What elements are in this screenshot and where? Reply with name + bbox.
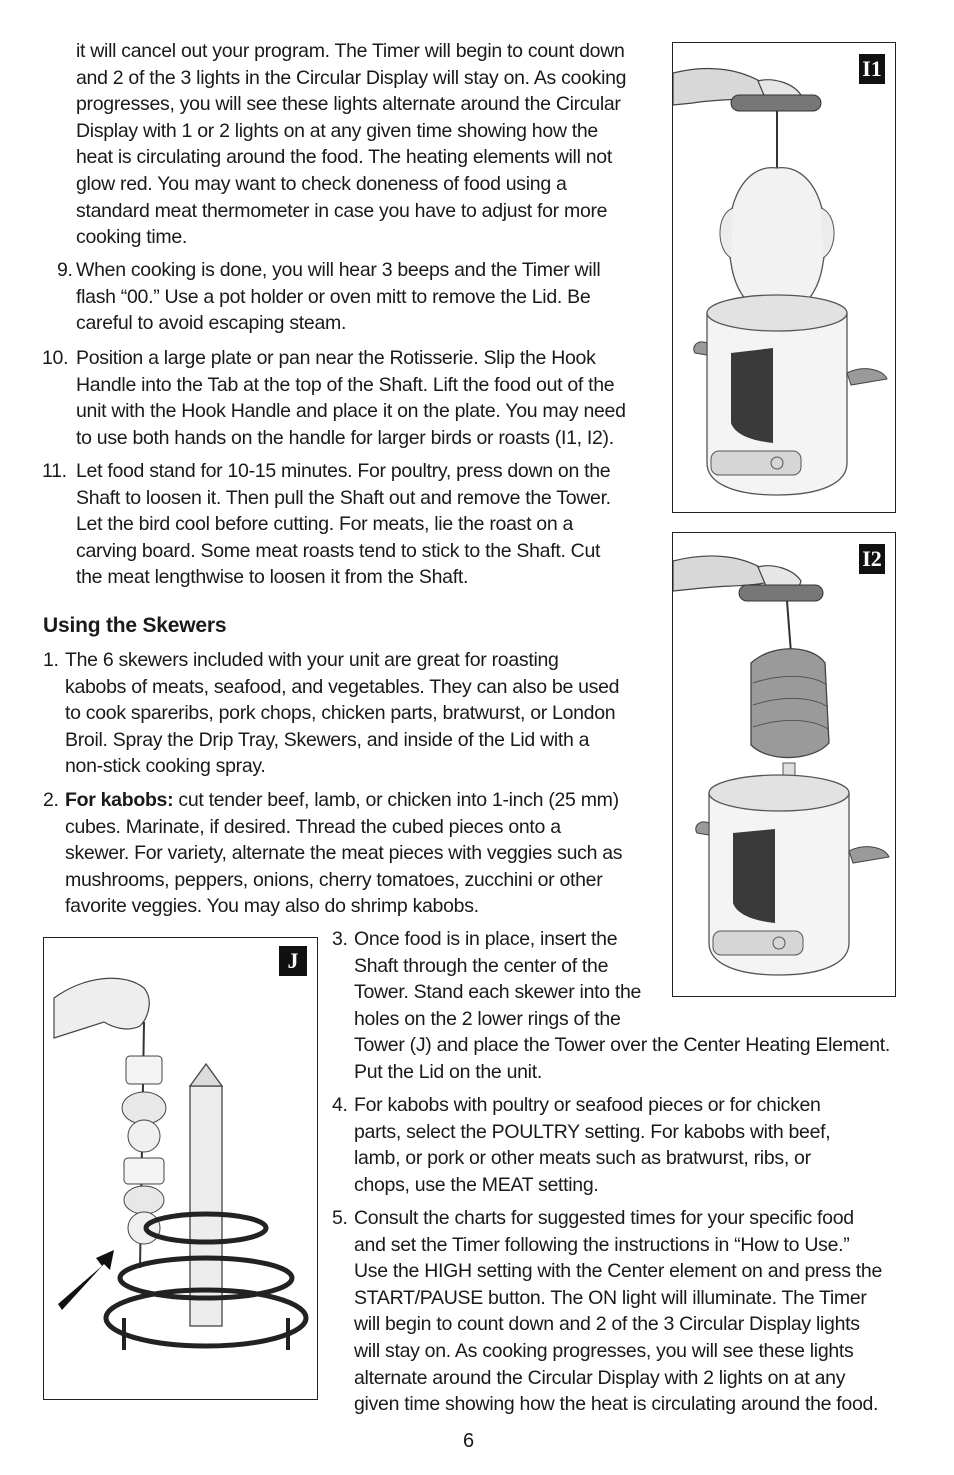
rotisserie-chicken-illustration — [673, 43, 897, 514]
step-number: 4. — [332, 1094, 348, 1116]
step-number: 5. — [332, 1207, 348, 1229]
step-text: Position a large plate or pan near the Rotisserie. Slip the Hook Handle into the Tab at the top of the Shaft. Lift the food out of the unit with the Hook Handle and place it on the plate. You may need to use both hands on the handle for larger birds or roasts (I1, I2). — [76, 347, 626, 449]
step-number: 1. — [43, 649, 59, 671]
kabobs-text: cut tender beef, lamb, or chicken into 1-inch (25 mm) cubes. Marinate, if desired. Thread the cubed pieces onto a skewer. For variety, alternate the meat pieces with veggies such as mushrooms, peppers, onions, cherry tomatoes, zucchini or other favorite veggies. You may also do shrimp kabobs. — [65, 789, 623, 918]
step-number: 2. — [43, 789, 59, 811]
continuation-paragraph: it will cancel out your program. The Timer will begin to count down and 2 of the 3 lights in the Circular Display will stay on. As cooking progresses, you will see these lights alternate around the Circular Display with 1 or 2 lights on at any given time showing how the heat is circulating around the food. The heating elements will not glow red. You may want to check doneness of food using a standard meat thermometer in case you have to adjust for more cooking time. — [76, 40, 627, 249]
step-text: Let food stand for 10-15 minutes. For poultry, press down on the Shaft to loosen it. Then pull the Shaft out and remove the Tower. Let the bird cool before cutting. For meats, lie the roast on a carving board. Some meat roasts tend to stick to the Shaft. Cut the meat lengthwise to loosen it from the Shaft. — [76, 460, 611, 589]
rotisserie-roast-illustration — [673, 533, 897, 998]
step-text: The 6 skewers included with your unit are great for roasting kabobs of meats, seafood, and vegetables. They can also be used to cook spareribs, pork chops, chicken parts, bratwurst, or London Broil. Spray the Drip Tray, Skewers, and inside of the Lid with a non-stick cooking spray. — [65, 649, 620, 778]
step-number: 10. — [42, 347, 69, 369]
step-text: When cooking is done, you will hear 3 beeps and the Timer will flash “00.” Use a pot holder or oven mitt to remove the Lid. Be careful to avoid escaping steam. — [76, 259, 601, 335]
section-heading: Using the Skewers — [43, 614, 227, 637]
kabobs-label: For kabobs: — [65, 789, 174, 811]
step-number: 11. — [42, 460, 67, 482]
figure-i2 — [672, 532, 896, 997]
step-text: Consult the charts for suggested times for your specific food and set the Timer following the instructions in “How to Use.” Use the HIGH setting with the Center element on and press the START/PAUSE button. The ON light will illuminate. The Timer will begin to count down and 2 of the 3 Circular Display lights will stay on. As cooking progresses, you will see these lights alternate around the Circular Display with 2 lights on at any given time showing how the heat is circulating around the food. — [354, 1207, 882, 1416]
figure-label: J — [279, 946, 307, 976]
figure-i1 — [672, 42, 896, 513]
figure-label: I2 — [859, 544, 885, 574]
skewer-tower-illustration — [44, 938, 319, 1401]
step-number: 9. — [57, 259, 73, 281]
page-number: 6 — [463, 1430, 475, 1452]
figure-j — [43, 937, 318, 1400]
step-text: For kabobs with poultry or seafood pieces or for chicken parts, select the POULTRY setting. For kabobs with beef, lamb, or pork or other meats such as bratwurst, ribs, or chops, use the MEAT setting. — [354, 1094, 831, 1196]
step-text — [65, 787, 665, 920]
figure-label: I1 — [859, 54, 885, 84]
step-text: Once food is in place, insert the Shaft through the center of the Tower. Stand each skewer into the holes on the 2 lower rings of the Tower (J) and place the Tower over the Center Heating Element. Put the Lid on the unit. — [354, 928, 890, 1083]
step-number: 3. — [332, 928, 348, 950]
